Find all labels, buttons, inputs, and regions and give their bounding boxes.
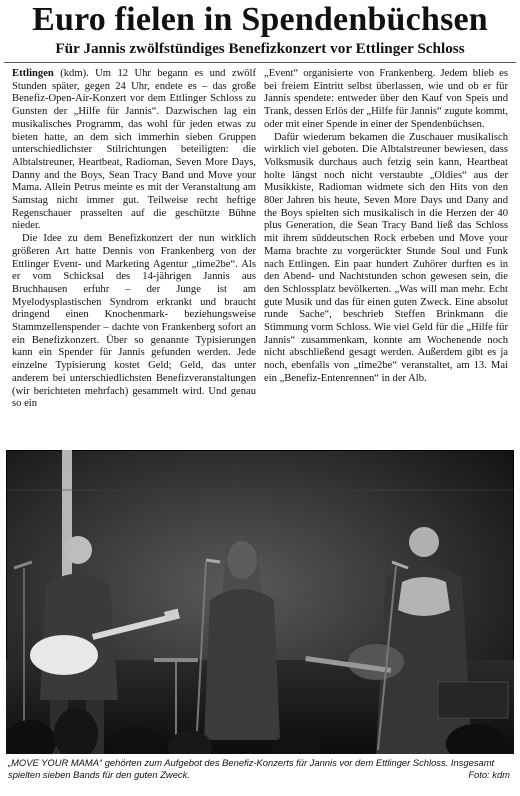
paragraph: „Event“ organisierte von Frankenberg. Jedem blieb es bei freiem Eintritt selbst überlassen, wie und ob er für Jannis spendete: entweder über den Kauf von Speis und Trank, dessen Erlös der „Hilfe für Jannis“ zugute kommt, oder mit einer Spende in einer der Spendenbüchsen. xyxy=(264,68,508,130)
dateline: Ettlingen xyxy=(12,68,54,79)
paragraph xyxy=(12,68,256,233)
band-photo xyxy=(6,450,514,754)
paragraph: Dafür wiederum bekamen die Zuschauer musikalisch wirklich viel geboten. Die Albtalstreuner bewiesen, dass Volksmusik durchaus auch fetzig sein kann, Heartbeat holte längst noch nicht verstaubte „Oldies“ aus der Musikkiste, Radioman widmete sich den Hits von den 80er Jahren bis heute, Seven More Days und Dany and the Boys spielten sich musikalisch in die Herzen der 40 plus Generation, die Sean Tracy Band ließ das Schloss mit ihrem süddeutschen Rock erbeben und Move your Mama brachte zu vorgerückter Stunde Soul und Funk nach Ettlingen. Ein paar hundert Zuhörer durften es in den Abend- und Nachtstunden schon gewesen sein, die den Schlossplatz bevölkerten. „Was will man mehr. Echt gute Musik und das für einen guten Zweck. Eine absolut runde Sache“, beschrieb Steffen Brinkmann die Stimmung vorm Schloss. Wie viel Geld für die „Hilfe für Jannis“ zusammenkam, konnte am Wochenende noch nicht abschließend gesagt werden. Außerdem gibt es ja noch, ebenfalls von „time2be“ veranstaltet, am 13. Mai ein „Benefiz-Entenrennen“ in der Alb. xyxy=(264,131,508,384)
photo-credit: Foto: kdm xyxy=(468,768,510,780)
microphone-icon xyxy=(206,560,220,562)
amplifier xyxy=(438,682,508,718)
headline: Euro fielen in Spendenbüchsen xyxy=(32,1,488,38)
article-column-right xyxy=(264,68,508,386)
caption-text: „MOVE YOUR MAMA“ gehörten zum Aufgebot des Benefiz-Konzerts für Jannis vor dem Ettlinger Schloss. Insgesamt spielten sieben Bands für den guten Zweck. xyxy=(8,757,495,780)
photo-caption xyxy=(8,757,512,780)
header-rule xyxy=(4,62,516,63)
band-photo-illustration xyxy=(6,450,514,754)
paragraph: Die Idee zu dem Benefizkonzert der nun wirklich größeren Art hatte Dennis von Frankenberg von der Ettlinger Event- und Marketing Agentur „time2be“. Als er vom Schicksal des 14-jährigen Jannis aus Bruchhausen erfuhr – der Junge ist am Myelodysplastischen Syndrom erkrankt und braucht dringend einen Knochenmark- beziehungsweise Stammzellenspender – dachte von Frankenberg sofort an ein Benefizkonzert. Über so genannte Typisierungen kann ein Spender für Jannis gefunden werden. Jede einzelne Typisierung kostet Geld; Geld, das unter anderem bei unterschiedlichsten Benefizveranstaltungen (wir berichteten mehrfach) gesammelt wird. Und genau so ein xyxy=(12,233,256,410)
electric-guitar-icon xyxy=(30,635,98,675)
paragraph-text: (kdm). Um 12 Uhr begann es und zwölf Stunden später, gegen 24 Uhr, endete es – das große Benefiz-Open-Air-Konzert vor dem Ettlinger Schloss zu Gunsten der „Hilfe für Jannis“. Dazwischen lag ein musikalisches Programm, das wohl für jeden etwas zu bieten hatte, an dem sich immerhin sieben Gruppen unterschiedlichster Stilrichtungen beteiligten: die Albtalstreuner, Heartbeat, Radioman, Seven More Days, Danny and the Boys, Sean Tracy Band und Move your Mama. Allein Petrus meinte es mit der Veranstaltung am Samstag nicht immer gut. Teilweise recht heftige Regenschauer prasselten auf die geschützte Bühne nieder. xyxy=(12,68,256,232)
bass-guitar-icon xyxy=(348,644,404,680)
subheadline: Für Jannis zwölfstündiges Benefizkonzert vor Ettlinger Schloss xyxy=(55,40,465,57)
article-column-left xyxy=(12,68,256,411)
